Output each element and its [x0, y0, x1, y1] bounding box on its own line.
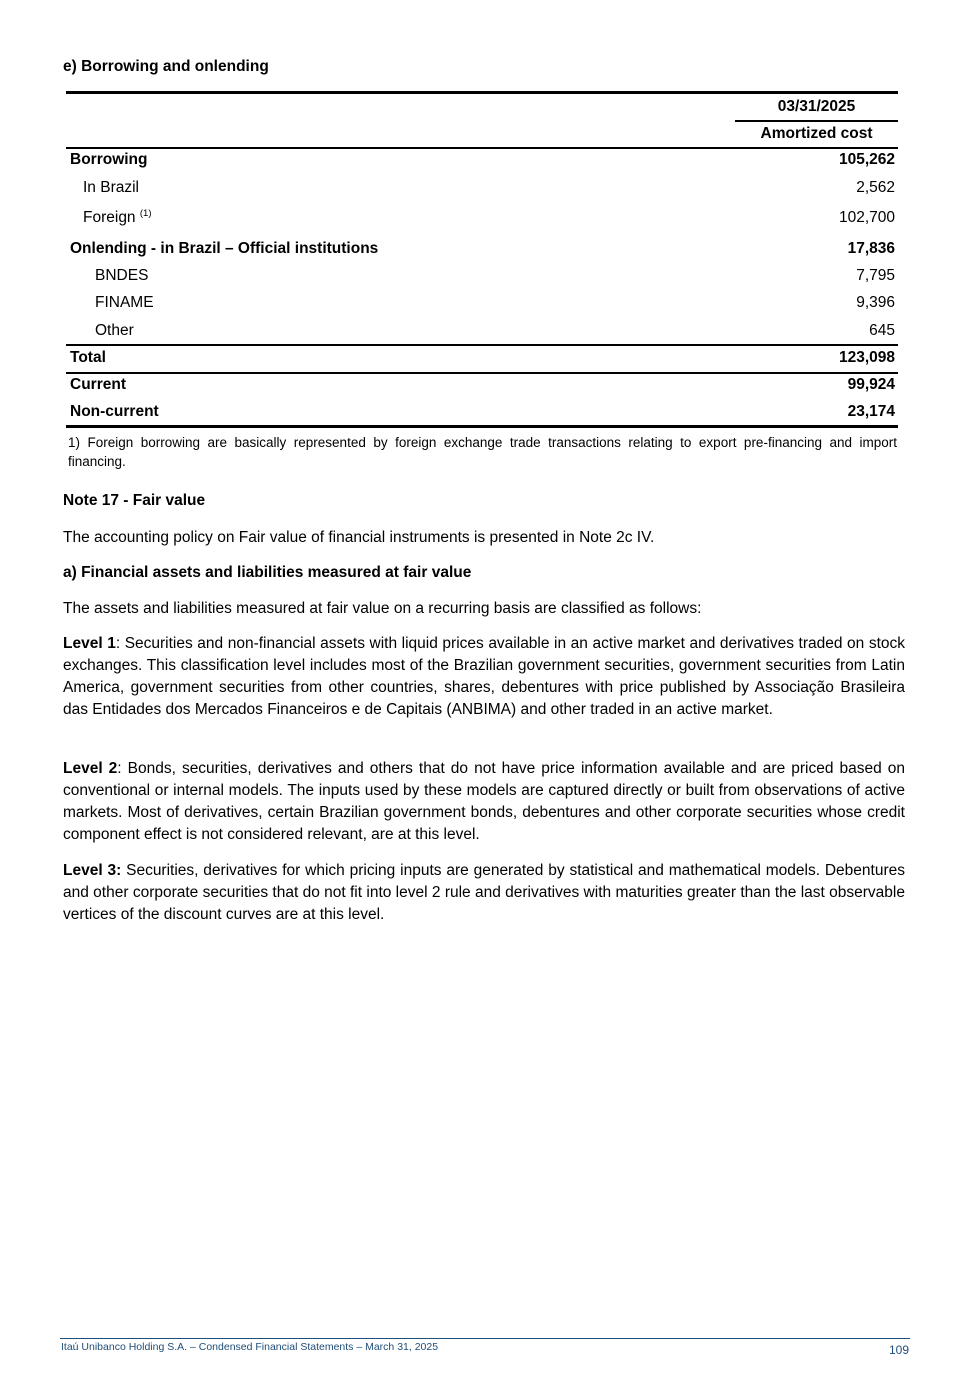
row-value: 23,174	[847, 403, 895, 420]
row-label-text: Foreign	[83, 209, 136, 226]
row-value: 102,700	[838, 209, 895, 226]
row-label: FINAME	[95, 294, 154, 311]
row-label: Current	[70, 376, 126, 393]
level1-text: : Securities and non-financial assets with liquid prices available in an active market and derivatives traded on stock exchanges. This classification level includes most of the Brazilian government securities, government securities from Latin America, government securities from other countries, shares, debentures with price published by Associação Brasileira das Entidades dos Mercados Financeiros e de Capitais (ANBIMA) and other traded in an active market.	[63, 635, 906, 718]
table-row	[66, 238, 898, 260]
row-value: 9,396	[856, 294, 895, 311]
table-row-total	[66, 347, 898, 369]
row-value: 645	[869, 322, 895, 339]
level3-text: Securities, derivatives for which pricing inputs are generated by statistical and mathematical models. Debentures and other corporate securities that do not fit into level 2 rule and derivatives with maturities greater than the last observable vertices of the discount curves are at this level.	[63, 862, 905, 923]
row-label: Other	[95, 322, 134, 339]
footer-rule	[60, 1338, 910, 1339]
footnote-marker: (1)	[139, 208, 152, 219]
row-value: 17,836	[847, 240, 895, 257]
row-label	[83, 207, 152, 229]
table-row	[66, 149, 898, 171]
level3-label: Level 3:	[63, 862, 122, 879]
row-value: 99,924	[847, 376, 895, 393]
date-column-header: 03/31/2025	[777, 98, 856, 115]
level2-label: Level 2	[63, 760, 118, 777]
table-row	[66, 401, 898, 423]
level2-paragraph	[63, 758, 905, 846]
subsection-heading: a) Financial assets and liabilities measured at fair value	[63, 564, 472, 581]
row-label: Onlending - in Brazil – Official institutions	[70, 240, 379, 257]
table-row	[66, 207, 898, 229]
table-row	[66, 320, 898, 342]
classification-paragraph: The assets and liabilities measured at fair value on a recurring basis are classified as follows:	[63, 600, 702, 617]
row-label: BNDES	[95, 267, 149, 284]
table-footnote: 1) Foreign borrowing are basically represented by foreign exchange trade transactions relating to export pre-financing and import financing.	[68, 435, 897, 469]
row-value: 7,795	[856, 267, 895, 284]
table-top-rule	[66, 91, 898, 94]
row-label: Borrowing	[70, 151, 148, 168]
footer-text: Itaú Unibanco Holding S.A. – Condensed Financial Statements – March 31, 2025	[61, 1341, 439, 1353]
level2-text: : Bonds, securities, derivatives and others that do not have price information available and are priced based on conventional or internal models. The inputs used by these models are captured directly or built from observations of active markets. Most of derivatives, certain Brazilian government bonds, debentures and other corporate securities whose credit component effect is not considered relevant, are at this level.	[63, 760, 905, 843]
level1-paragraph	[63, 633, 905, 721]
table-row	[66, 177, 898, 199]
note-title: Note 17 - Fair value	[63, 492, 206, 509]
section-heading: e) Borrowing and onlending	[63, 58, 269, 75]
row-value: 2,562	[856, 179, 895, 196]
row-label: In Brazil	[83, 179, 139, 196]
table-bottom-rule	[66, 425, 898, 428]
header-divider	[735, 120, 898, 122]
table-row	[66, 265, 898, 287]
page-number: 109	[888, 1343, 909, 1357]
table-row	[66, 374, 898, 396]
row-label: Total	[70, 349, 106, 366]
amortized-cost-header: Amortized cost	[760, 125, 873, 142]
row-value: 123,098	[838, 349, 895, 366]
row-label: Non-current	[70, 403, 159, 420]
row-value: 105,262	[838, 151, 895, 168]
note-intro: The accounting policy on Fair value of financial instruments is presented in Note 2c IV.	[63, 529, 655, 546]
level1-label: Level 1	[63, 635, 116, 652]
level3-paragraph	[63, 860, 905, 926]
table-row	[66, 292, 898, 314]
total-top-rule	[66, 344, 898, 346]
